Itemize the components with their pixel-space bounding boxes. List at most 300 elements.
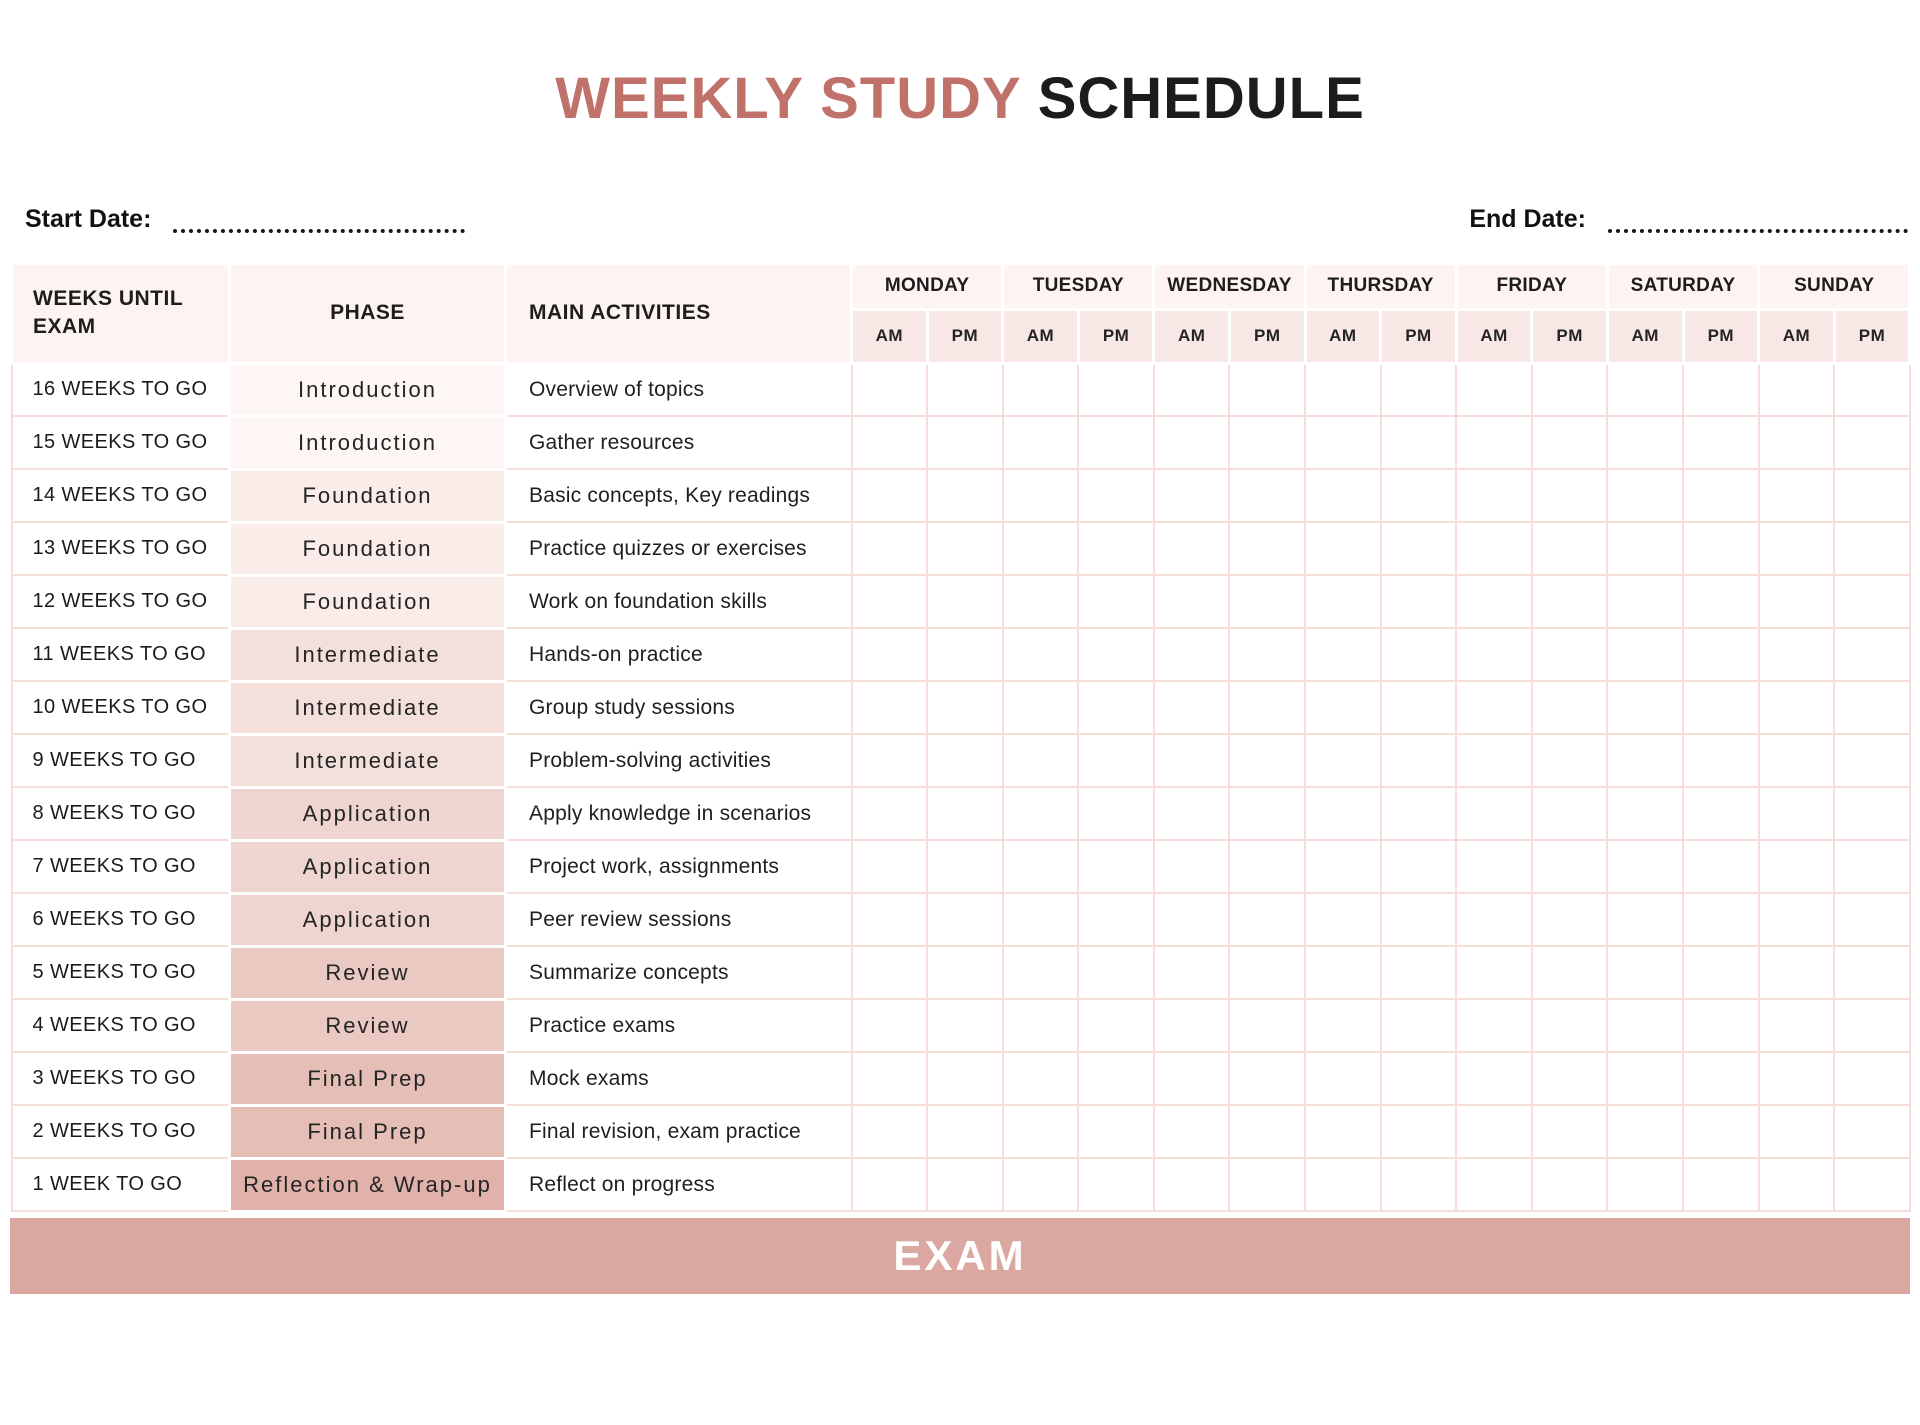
schedule-cell[interactable] (1229, 681, 1305, 734)
schedule-cell[interactable] (1456, 363, 1532, 416)
activity-cell: Peer review sessions (506, 893, 852, 946)
schedule-cell[interactable] (1532, 999, 1608, 1052)
schedule-cell[interactable] (1607, 787, 1683, 840)
schedule-cell[interactable] (1381, 1052, 1457, 1105)
schedule-cell[interactable] (852, 522, 928, 575)
schedule-cell[interactable] (1305, 628, 1381, 681)
activity-cell: Mock exams (506, 1052, 852, 1105)
schedule-cell[interactable] (1532, 416, 1608, 469)
schedule-cell[interactable] (852, 628, 928, 681)
schedule-cell[interactable] (1683, 469, 1759, 522)
schedule-cell[interactable] (1532, 1105, 1608, 1158)
am-header-wednesday: AM (1154, 309, 1230, 363)
phase-cell: Intermediate (230, 628, 506, 681)
schedule-cell[interactable] (1305, 787, 1381, 840)
schedule-cell[interactable] (1532, 1158, 1608, 1211)
weeks-cell: 1 WEEK TO GO (12, 1158, 230, 1211)
activity-cell: Practice quizzes or exercises (506, 522, 852, 575)
schedule-cell[interactable] (1683, 840, 1759, 893)
schedule-cell[interactable] (1683, 522, 1759, 575)
schedule-cell[interactable] (1154, 681, 1230, 734)
schedule-cell[interactable] (1154, 363, 1230, 416)
schedule-cell[interactable] (1456, 840, 1532, 893)
table-row (12, 1105, 1910, 1158)
schedule-cell[interactable] (1683, 999, 1759, 1052)
schedule-cell[interactable] (1003, 734, 1079, 787)
schedule-cell[interactable] (1759, 363, 1835, 416)
schedule-cell[interactable] (1456, 1105, 1532, 1158)
schedule-cell[interactable] (1078, 416, 1154, 469)
schedule-cell[interactable] (852, 1052, 928, 1105)
schedule-cell[interactable] (927, 893, 1003, 946)
schedule-cell[interactable] (1683, 787, 1759, 840)
schedule-cell[interactable] (1532, 1052, 1608, 1105)
schedule-cell[interactable] (1154, 1158, 1230, 1211)
activity-cell: Work on foundation skills (506, 575, 852, 628)
schedule-cell[interactable] (1683, 416, 1759, 469)
schedule-cell[interactable] (927, 840, 1003, 893)
schedule-cell[interactable] (1229, 522, 1305, 575)
schedule-cell[interactable] (1078, 734, 1154, 787)
schedule-cell[interactable] (1607, 363, 1683, 416)
activity-cell: Group study sessions (506, 681, 852, 734)
schedule-cell[interactable] (1683, 946, 1759, 999)
schedule-cell[interactable] (1078, 893, 1154, 946)
schedule-cell[interactable] (1532, 681, 1608, 734)
schedule-cell[interactable] (1154, 522, 1230, 575)
schedule-cell[interactable] (1229, 469, 1305, 522)
weeks-cell: 12 WEEKS TO GO (12, 575, 230, 628)
schedule-cell[interactable] (927, 363, 1003, 416)
weeks-cell: 4 WEEKS TO GO (12, 999, 230, 1052)
schedule-cell[interactable] (1834, 575, 1910, 628)
schedule-cell[interactable] (1003, 999, 1079, 1052)
start-date-group (25, 205, 465, 234)
schedule-cell[interactable] (1229, 416, 1305, 469)
schedule-cell[interactable] (1229, 1052, 1305, 1105)
schedule-cell[interactable] (1003, 363, 1079, 416)
schedule-cell[interactable] (1759, 840, 1835, 893)
table-row (12, 787, 1910, 840)
schedule-cell[interactable] (1456, 734, 1532, 787)
schedule-cell[interactable] (1834, 840, 1910, 893)
schedule-cell[interactable] (1683, 628, 1759, 681)
schedule-cell[interactable] (1759, 681, 1835, 734)
schedule-cell[interactable] (1003, 628, 1079, 681)
schedule-cell[interactable] (1078, 681, 1154, 734)
day-header-friday: FRIDAY (1456, 263, 1607, 309)
schedule-cell[interactable] (1381, 522, 1457, 575)
day-header-wednesday: WEDNESDAY (1154, 263, 1305, 309)
schedule-cell[interactable] (1003, 893, 1079, 946)
schedule-cell[interactable] (1456, 416, 1532, 469)
schedule-cell[interactable] (1834, 734, 1910, 787)
schedule-cell[interactable] (1078, 469, 1154, 522)
am-header-thursday: AM (1305, 309, 1381, 363)
schedule-cell[interactable] (1078, 1158, 1154, 1211)
schedule-cell[interactable] (927, 1052, 1003, 1105)
schedule-cell[interactable] (1607, 946, 1683, 999)
schedule-cell[interactable] (1456, 628, 1532, 681)
schedule-cell[interactable] (1229, 946, 1305, 999)
schedule-cell[interactable] (852, 416, 928, 469)
schedule-cell[interactable] (1305, 1052, 1381, 1105)
schedule-cell[interactable] (927, 575, 1003, 628)
schedule-cell[interactable] (1834, 787, 1910, 840)
schedule-cell[interactable] (1381, 628, 1457, 681)
schedule-cell[interactable] (1834, 363, 1910, 416)
schedule-cell[interactable] (1759, 1052, 1835, 1105)
weeks-cell: 3 WEEKS TO GO (12, 1052, 230, 1105)
schedule-cell[interactable] (1305, 1105, 1381, 1158)
am-header-sunday: AM (1759, 309, 1835, 363)
schedule-cell[interactable] (852, 999, 928, 1052)
schedule-cell[interactable] (1607, 416, 1683, 469)
schedule-cell[interactable] (1532, 734, 1608, 787)
schedule-cell[interactable] (1381, 1158, 1457, 1211)
schedule-cell[interactable] (1381, 946, 1457, 999)
weeks-cell: 8 WEEKS TO GO (12, 787, 230, 840)
schedule-cell[interactable] (1607, 1052, 1683, 1105)
activity-cell: Apply knowledge in scenarios (506, 787, 852, 840)
schedule-cell[interactable] (1381, 1105, 1457, 1158)
table-row (12, 1052, 1910, 1105)
schedule-cell[interactable] (852, 787, 928, 840)
schedule-cell[interactable] (1229, 734, 1305, 787)
schedule-cell[interactable] (1305, 469, 1381, 522)
day-header-saturday: SATURDAY (1607, 263, 1758, 309)
schedule-cell[interactable] (1078, 946, 1154, 999)
pm-header-tuesday: PM (1078, 309, 1154, 363)
schedule-cell[interactable] (1229, 575, 1305, 628)
end-date-fill-line[interactable] (1608, 223, 1908, 233)
schedule-cell[interactable] (1078, 363, 1154, 416)
schedule-cell[interactable] (1607, 628, 1683, 681)
schedule-cell[interactable] (1078, 1052, 1154, 1105)
schedule-cell[interactable] (927, 734, 1003, 787)
exam-banner-label: EXAM (893, 1231, 1027, 1279)
schedule-cell[interactable] (1607, 1158, 1683, 1211)
schedule-cell[interactable] (852, 1158, 928, 1211)
schedule-cell[interactable] (1532, 946, 1608, 999)
start-date-fill-line[interactable] (173, 223, 465, 233)
schedule-cell[interactable] (1229, 999, 1305, 1052)
schedule-cell[interactable] (1532, 363, 1608, 416)
schedule-cell[interactable] (1154, 734, 1230, 787)
schedule-cell[interactable] (927, 628, 1003, 681)
schedule-cell[interactable] (1834, 1052, 1910, 1105)
schedule-cell[interactable] (1381, 681, 1457, 734)
phase-cell: Application (230, 840, 506, 893)
phase-cell: Foundation (230, 522, 506, 575)
schedule-cell[interactable] (1683, 681, 1759, 734)
schedule-cell[interactable] (1154, 1052, 1230, 1105)
schedule-cell[interactable] (1078, 522, 1154, 575)
activity-cell: Hands-on practice (506, 628, 852, 681)
schedule-cell[interactable] (1759, 1158, 1835, 1211)
day-header-sunday: SUNDAY (1759, 263, 1910, 309)
schedule-table (10, 262, 1911, 1213)
main-activities-header: MAIN ACTIVITIES (506, 263, 852, 363)
schedule-cell[interactable] (1456, 787, 1532, 840)
schedule-cell[interactable] (1229, 363, 1305, 416)
schedule-cell[interactable] (1078, 1105, 1154, 1158)
day-header-row (12, 263, 1910, 309)
schedule-cell[interactable] (1154, 628, 1230, 681)
schedule-cell[interactable] (1305, 1158, 1381, 1211)
schedule-cell[interactable] (1154, 999, 1230, 1052)
schedule-cell[interactable] (1683, 1158, 1759, 1211)
schedule-cell[interactable] (1078, 575, 1154, 628)
schedule-cell[interactable] (1003, 1158, 1079, 1211)
schedule-cell[interactable] (1607, 734, 1683, 787)
schedule-cell[interactable] (1229, 1158, 1305, 1211)
schedule-cell[interactable] (1683, 1052, 1759, 1105)
schedule-cell[interactable] (1759, 575, 1835, 628)
schedule-cell[interactable] (1154, 416, 1230, 469)
schedule-cell[interactable] (1229, 840, 1305, 893)
schedule-cell[interactable] (1305, 522, 1381, 575)
schedule-cell[interactable] (1607, 840, 1683, 893)
schedule-cell[interactable] (1607, 575, 1683, 628)
schedule-cell[interactable] (1078, 628, 1154, 681)
schedule-cell[interactable] (1834, 1158, 1910, 1211)
am-header-tuesday: AM (1003, 309, 1079, 363)
am-header-monday: AM (852, 309, 928, 363)
schedule-cell[interactable] (1759, 416, 1835, 469)
activity-cell: Project work, assignments (506, 840, 852, 893)
weeks-cell: 7 WEEKS TO GO (12, 840, 230, 893)
schedule-cell[interactable] (1532, 522, 1608, 575)
schedule-cell[interactable] (927, 522, 1003, 575)
end-date-group (1469, 205, 1908, 234)
weeks-cell: 13 WEEKS TO GO (12, 522, 230, 575)
schedule-cell[interactable] (1834, 946, 1910, 999)
schedule-cell[interactable] (1683, 575, 1759, 628)
phase-cell: Application (230, 893, 506, 946)
schedule-cell[interactable] (1456, 681, 1532, 734)
schedule-cell[interactable] (1456, 469, 1532, 522)
pm-header-wednesday: PM (1229, 309, 1305, 363)
schedule-cell[interactable] (1305, 416, 1381, 469)
pm-header-monday: PM (927, 309, 1003, 363)
schedule-cell[interactable] (1607, 522, 1683, 575)
schedule-cell[interactable] (1683, 734, 1759, 787)
schedule-cell[interactable] (1834, 999, 1910, 1052)
phase-cell: Introduction (230, 363, 506, 416)
date-row (0, 205, 1920, 234)
weeks-cell: 10 WEEKS TO GO (12, 681, 230, 734)
schedule-cell[interactable] (1759, 999, 1835, 1052)
schedule-cell[interactable] (1607, 469, 1683, 522)
schedule-cell[interactable] (1834, 1105, 1910, 1158)
schedule-cell[interactable] (1532, 575, 1608, 628)
schedule-cell[interactable] (1154, 787, 1230, 840)
schedule-cell[interactable] (1381, 469, 1457, 522)
schedule-cell[interactable] (1456, 1052, 1532, 1105)
schedule-cell[interactable] (1003, 416, 1079, 469)
weeks-cell: 9 WEEKS TO GO (12, 734, 230, 787)
start-date-label: Start Date: (25, 204, 152, 233)
schedule-cell[interactable] (1456, 893, 1532, 946)
phase-cell: Foundation (230, 469, 506, 522)
schedule-cell[interactable] (1532, 628, 1608, 681)
schedule-cell[interactable] (1003, 522, 1079, 575)
schedule-cell[interactable] (1759, 469, 1835, 522)
schedule-cell[interactable] (1456, 1158, 1532, 1211)
weeks-cell: 11 WEEKS TO GO (12, 628, 230, 681)
schedule-cell[interactable] (1154, 840, 1230, 893)
am-header-friday: AM (1456, 309, 1532, 363)
schedule-cell[interactable] (1003, 787, 1079, 840)
schedule-cell[interactable] (1834, 628, 1910, 681)
schedule-cell[interactable] (1683, 893, 1759, 946)
schedule-cell[interactable] (1305, 575, 1381, 628)
schedule-cell[interactable] (1607, 999, 1683, 1052)
schedule-cell[interactable] (852, 363, 928, 416)
schedule-cell[interactable] (1229, 893, 1305, 946)
schedule-cell[interactable] (1834, 522, 1910, 575)
table-row (12, 522, 1910, 575)
schedule-cell[interactable] (1532, 469, 1608, 522)
page-title-rest: SCHEDULE (1020, 66, 1365, 131)
schedule-cell[interactable] (1305, 363, 1381, 416)
day-header-thursday: THURSDAY (1305, 263, 1456, 309)
schedule-cell[interactable] (1607, 681, 1683, 734)
schedule-cell[interactable] (1305, 893, 1381, 946)
schedule-cell[interactable] (1305, 681, 1381, 734)
schedule-cell[interactable] (927, 999, 1003, 1052)
schedule-cell[interactable] (1305, 734, 1381, 787)
schedule-cell[interactable] (1229, 1105, 1305, 1158)
schedule-cell[interactable] (1003, 1105, 1079, 1158)
schedule-cell[interactable] (852, 840, 928, 893)
schedule-cell[interactable] (1759, 946, 1835, 999)
phase-cell: Review (230, 946, 506, 999)
schedule-cell[interactable] (1154, 575, 1230, 628)
schedule-cell[interactable] (1003, 840, 1079, 893)
schedule-cell[interactable] (1305, 840, 1381, 893)
schedule-cell[interactable] (1078, 840, 1154, 893)
schedule-cell[interactable] (1532, 787, 1608, 840)
pm-header-saturday: PM (1683, 309, 1759, 363)
schedule-cell[interactable] (927, 416, 1003, 469)
schedule-cell[interactable] (1381, 734, 1457, 787)
schedule-cell[interactable] (1381, 363, 1457, 416)
schedule-cell[interactable] (1381, 999, 1457, 1052)
schedule-cell[interactable] (927, 787, 1003, 840)
schedule-cell[interactable] (1229, 787, 1305, 840)
schedule-cell[interactable] (1078, 999, 1154, 1052)
schedule-cell[interactable] (927, 469, 1003, 522)
schedule-cell[interactable] (1003, 681, 1079, 734)
schedule-cell[interactable] (1154, 893, 1230, 946)
schedule-cell[interactable] (1683, 363, 1759, 416)
table-row (12, 681, 1910, 734)
schedule-cell[interactable] (852, 575, 928, 628)
table-row (12, 999, 1910, 1052)
schedule-cell[interactable] (852, 946, 928, 999)
schedule-cell[interactable] (1456, 999, 1532, 1052)
schedule-cell[interactable] (1532, 840, 1608, 893)
phase-cell: Introduction (230, 416, 506, 469)
schedule-cell[interactable] (1456, 522, 1532, 575)
schedule-cell[interactable] (1381, 893, 1457, 946)
weeks-cell: 14 WEEKS TO GO (12, 469, 230, 522)
schedule-cell[interactable] (1759, 522, 1835, 575)
schedule-cell[interactable] (1003, 946, 1079, 999)
schedule-cell[interactable] (1607, 893, 1683, 946)
schedule-cell[interactable] (1759, 734, 1835, 787)
activity-cell: Overview of topics (506, 363, 852, 416)
schedule-cell[interactable] (1456, 575, 1532, 628)
schedule-cell[interactable] (1834, 416, 1910, 469)
schedule-cell[interactable] (1078, 787, 1154, 840)
table-row (12, 946, 1910, 999)
schedule-cell[interactable] (1834, 893, 1910, 946)
schedule-cell[interactable] (1759, 628, 1835, 681)
activity-cell: Summarize concepts (506, 946, 852, 999)
activity-cell: Practice exams (506, 999, 852, 1052)
phase-cell: Review (230, 999, 506, 1052)
pm-header-sunday: PM (1834, 309, 1910, 363)
weeks-cell: 16 WEEKS TO GO (12, 363, 230, 416)
page-title-accent: WEEKLY STUDY (555, 66, 1021, 131)
page-title (0, 66, 1920, 133)
schedule-cell[interactable] (1003, 1052, 1079, 1105)
schedule-cell[interactable] (1532, 893, 1608, 946)
exam-banner (10, 1218, 1910, 1294)
schedule-cell[interactable] (1305, 946, 1381, 999)
schedule-cell[interactable] (1381, 575, 1457, 628)
schedule-cell[interactable] (1154, 946, 1230, 999)
schedule-cell[interactable] (852, 1105, 928, 1158)
schedule-cell[interactable] (1229, 628, 1305, 681)
schedule-cell[interactable] (1607, 1105, 1683, 1158)
table-row (12, 628, 1910, 681)
schedule-cell[interactable] (1381, 787, 1457, 840)
schedule-cell[interactable] (1154, 1105, 1230, 1158)
schedule-cell[interactable] (1456, 946, 1532, 999)
activity-cell: Reflect on progress (506, 1158, 852, 1211)
schedule-cell[interactable] (1003, 469, 1079, 522)
schedule-cell[interactable] (1759, 787, 1835, 840)
schedule-cell[interactable] (1834, 681, 1910, 734)
schedule-cell[interactable] (927, 681, 1003, 734)
end-date-label: End Date: (1469, 204, 1586, 233)
schedule-cell[interactable] (927, 1105, 1003, 1158)
weeks-cell: 15 WEEKS TO GO (12, 416, 230, 469)
schedule-cell[interactable] (852, 734, 928, 787)
schedule-cell[interactable] (852, 469, 928, 522)
phase-cell: Final Prep (230, 1105, 506, 1158)
schedule-cell[interactable] (1759, 893, 1835, 946)
schedule-cell[interactable] (1154, 469, 1230, 522)
schedule-cell[interactable] (1305, 999, 1381, 1052)
schedule-cell[interactable] (1683, 1105, 1759, 1158)
schedule-cell[interactable] (1003, 575, 1079, 628)
activity-cell: Final revision, exam practice (506, 1105, 852, 1158)
schedule-cell[interactable] (1834, 469, 1910, 522)
schedule-cell[interactable] (852, 893, 928, 946)
schedule-cell[interactable] (852, 681, 928, 734)
schedule-cell[interactable] (927, 1158, 1003, 1211)
schedule-cell[interactable] (1759, 1105, 1835, 1158)
schedule-cell[interactable] (927, 946, 1003, 999)
activity-cell: Problem-solving activities (506, 734, 852, 787)
schedule-cell[interactable] (1381, 840, 1457, 893)
schedule-cell[interactable] (1381, 416, 1457, 469)
